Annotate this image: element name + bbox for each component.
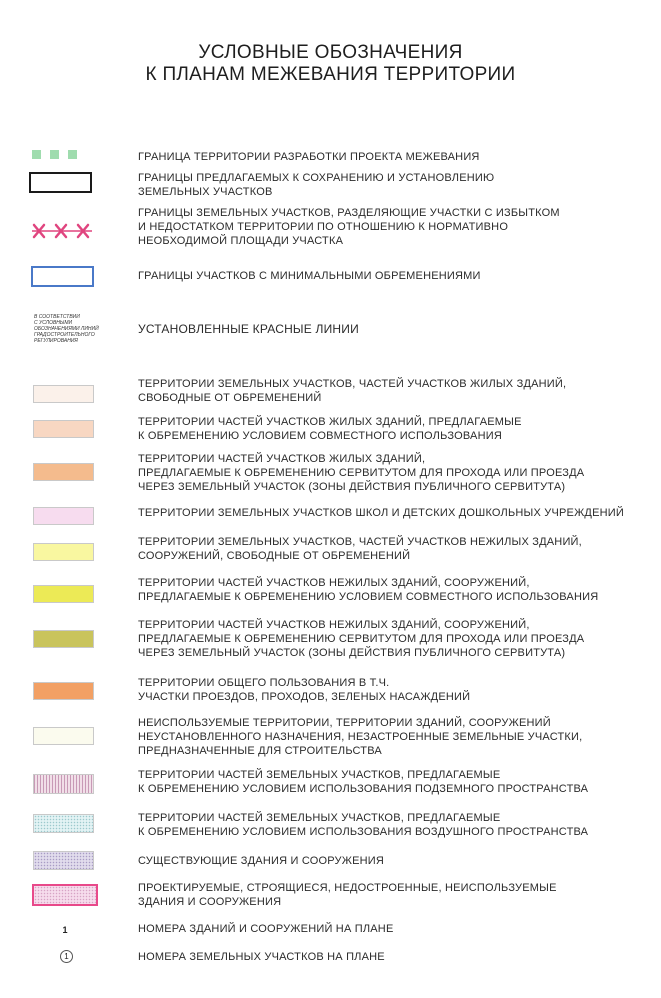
legend-text-9: ТЕРРИТОРИИ ЗЕМЕЛЬНЫХ УЧАСТКОВ, ЧАСТЕЙ УЧАСТКОВ НЕЖИЛЫХ ЗДАНИЙ, СООРУЖЕНИЙ, СВОБОДНЫЕ ОТ ОБРЕМЕНЕНИЙ bbox=[138, 536, 582, 562]
swatch-17-projected bbox=[32, 884, 98, 906]
cross-line-symbol bbox=[32, 222, 92, 240]
parcel-number-circle-sample: 1 bbox=[60, 950, 73, 963]
legend-text-11: ТЕРРИТОРИИ ЧАСТЕЙ УЧАСТКОВ НЕЖИЛЫХ ЗДАНИЙ, СООРУЖЕНИЙ, ПРЕДЛАГАЕМЫЕ К ОБРЕМЕНЕНИЮ СЕРВИТУТОМ ДЛЯ ПРОХОДА ИЛИ ПРОЕЗДА ЧЕРЕЗ ЗЕМЕЛЬНЫЙ УЧАСТОК (ЗОНЫ ДЕЙСТВИЯ ПУБЛИЧНОГО СЕРВИТУТА) bbox=[138, 619, 585, 659]
legend-text-8: ТЕРРИТОРИИ ЗЕМЕЛЬНЫХ УЧАСТКОВ ШКОЛ И ДЕТСКИХ ДОШКОЛЬНЫХ УЧРЕЖДЕНИЙ bbox=[138, 507, 624, 519]
legend-text-7: ТЕРРИТОРИИ ЧАСТЕЙ УЧАСТКОВ ЖИЛЫХ ЗДАНИЙ, ПРЕДЛАГАЕМЫЕ К ОБРЕМЕНЕНИЮ СЕРВИТУТОМ ДЛЯ ПРОХОДА ИЛИ ПРОЕЗДА ЧЕРЕЗ ЗЕМЕЛЬНЫЙ УЧАСТОК (ЗОНЫ ДЕЙСТВИЯ ПУБЛИЧНОГО СЕРВИТУТА) bbox=[138, 453, 585, 493]
swatch-10 bbox=[33, 585, 94, 603]
legend-text-1: ГРАНИЦЫ ПРЕДЛАГАЕМЫХ К СОХРАНЕНИЮ И УСТАНОВЛЕНИЮ ЗЕМЕЛЬНЫХ УЧАСТКОВ bbox=[138, 172, 495, 198]
black-rectangle-symbol bbox=[29, 172, 92, 193]
swatch-5 bbox=[33, 385, 94, 403]
legend-text-16: СУЩЕСТВУЮЩИЕ ЗДАНИЯ И СООРУЖЕНИЯ bbox=[138, 855, 385, 867]
title-line-1: УСЛОВНЫЕ ОБОЗНАЧЕНИЯ bbox=[198, 42, 463, 63]
legend-text-15: ТЕРРИТОРИИ ЧАСТЕЙ ЗЕМЕЛЬНЫХ УЧАСТКОВ, ПРЕДЛАГАЕМЫЕ К ОБРЕМЕНЕНИЮ УСЛОВИЕМ ИСПОЛЬЗОВАНИЯ ВОЗДУШНОГО ПРОСТРАНСТВА bbox=[138, 812, 589, 838]
legend-text-17: ПРОЕКТИРУЕМЫЕ, СТРОЯЩИЕСЯ, НЕДОСТРОЕННЫЕ, НЕИСПОЛЬЗУЕМЫЕ ЗДАНИЯ И СООРУЖЕНИЯ bbox=[138, 882, 557, 908]
legend-text-3: ГРАНИЦЫ УЧАСТКОВ С МИНИМАЛЬНЫМИ ОБРЕМЕНЕНИЯМИ bbox=[138, 270, 481, 282]
legend-text-0: ГРАНИЦА ТЕРРИТОРИИ РАЗРАБОТКИ ПРОЕКТА МЕЖЕВАНИЯ bbox=[138, 151, 480, 163]
legend-text-4: УСТАНОВЛЕННЫЕ КРАСНЫЕ ЛИНИИ bbox=[138, 322, 359, 336]
legend-text-14: ТЕРРИТОРИИ ЧАСТЕЙ ЗЕМЕЛЬНЫХ УЧАСТКОВ, ПРЕДЛАГАЕМЫЕ К ОБРЕМЕНЕНИЮ УСЛОВИЕМ ИСПОЛЬЗОВАНИЯ ПОДЗЕМНОГО ПРОСТРАНСТВА bbox=[138, 769, 589, 795]
blue-rectangle-symbol bbox=[31, 266, 94, 287]
swatch-11 bbox=[33, 630, 94, 648]
swatch-14-underground bbox=[33, 774, 94, 794]
page-title bbox=[0, 42, 661, 86]
swatch-15-air bbox=[33, 814, 94, 833]
legend-text-13: НЕИСПОЛЬЗУЕМЫЕ ТЕРРИТОРИИ, ТЕРРИТОРИИ ЗДАНИЙ, СООРУЖЕНИЙ НЕУСТАНОВЛЕННОГО НАЗНАЧЕНИЯ, НЕЗАСТРОЕННЫЕ ЗЕМЕЛЬНЫЕ УЧАСТКИ, ПРЕДНАЗНАЧЕННЫЕ ДЛЯ СТРОИТЕЛЬСТВА bbox=[138, 717, 583, 757]
swatch-7 bbox=[33, 463, 94, 481]
red-line-note: В СООТВЕТСТВИИ С УСЛОВНЫМИ ОБОЗНАЧЕНИЯМИ ЛИНИЙ ГРАДОСТРОИТЕЛЬНОГО РЕГУЛИРОВАНИЯ bbox=[34, 314, 99, 344]
legend-text-18: НОМЕРА ЗДАНИЙ И СООРУЖЕНИЙ НА ПЛАНЕ bbox=[138, 923, 394, 935]
legend-text-2: ГРАНИЦЫ ЗЕМЕЛЬНЫХ УЧАСТКОВ, РАЗДЕЛЯЮЩИЕ УЧАСТКИ С ИЗБЫТКОМ И НЕДОСТАТКОМ ТЕРРИТОРИИ ПО ОТНОШЕНИЮ К НОРМАТИВНО НЕОБХОДИМОЙ ПЛОЩАДИ УЧАСТКА bbox=[138, 207, 560, 247]
title-line-2: К ПЛАНАМ МЕЖЕВАНИЯ ТЕРРИТОРИИ bbox=[145, 64, 516, 85]
legend-text-10: ТЕРРИТОРИИ ЧАСТЕЙ УЧАСТКОВ НЕЖИЛЫХ ЗДАНИЙ, СООРУЖЕНИЙ, ПРЕДЛАГАЕМЫЕ К ОБРЕМЕНЕНИЮ УСЛОВИЕМ СОВМЕСТНОГО ИСПОЛЬЗОВАНИЯ bbox=[138, 577, 599, 603]
legend-text-6: ТЕРРИТОРИИ ЧАСТЕЙ УЧАСТКОВ ЖИЛЫХ ЗДАНИЙ, ПРЕДЛАГАЕМЫЕ К ОБРЕМЕНЕНИЮ УСЛОВИЕМ СОВМЕСТНОГО ИСПОЛЬЗОВАНИЯ bbox=[138, 416, 522, 442]
swatch-6 bbox=[33, 420, 94, 438]
legend-text-5: ТЕРРИТОРИИ ЗЕМЕЛЬНЫХ УЧАСТКОВ, ЧАСТЕЙ УЧАСТКОВ ЖИЛЫХ ЗДАНИЙ, СВОБОДНЫЕ ОТ ОБРЕМЕНЕНИЙ bbox=[138, 378, 567, 404]
legend-text-12: ТЕРРИТОРИИ ОБЩЕГО ПОЛЬЗОВАНИЯ В Т.Ч. УЧАСТКИ ПРОЕЗДОВ, ПРОХОДОВ, ЗЕЛЕНЫХ НАСАЖДЕНИЙ bbox=[138, 677, 471, 703]
swatch-8 bbox=[33, 507, 94, 525]
legend-text-19: НОМЕРА ЗЕМЕЛЬНЫХ УЧАСТКОВ НА ПЛАНЕ bbox=[138, 951, 385, 963]
swatch-9 bbox=[33, 543, 94, 561]
dotted-green-boundary-symbol bbox=[32, 150, 92, 160]
swatch-16-existing bbox=[33, 851, 94, 870]
building-number-sample: 1 bbox=[62, 925, 68, 935]
swatch-12 bbox=[33, 682, 94, 700]
swatch-13 bbox=[33, 727, 94, 745]
